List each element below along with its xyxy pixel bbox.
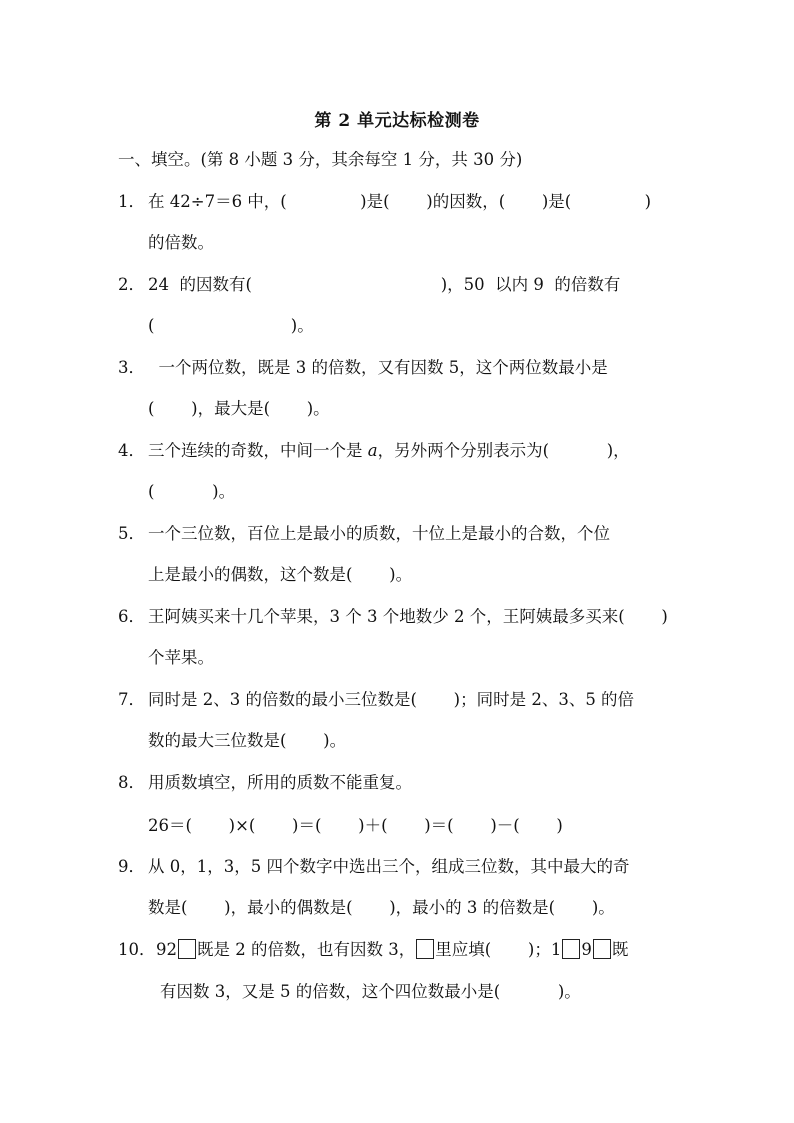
question-5 (118, 522, 610, 546)
question-text: 三个连续的奇数，中间一个是 (148, 441, 368, 460)
question-3-continued: ( )，最大是( )。 (148, 399, 330, 418)
question-text: 王阿姨买来十几个苹果，3 个 3 个地数少 2 个，王阿姨最多买来( ) (148, 607, 668, 626)
question-number: 10． (118, 940, 156, 959)
question-5-continued: 上是最小的偶数，这个数是( )。 (148, 565, 413, 584)
question-text: 既 (611, 940, 629, 959)
question-text: 在 42÷7＝6 中，( )是( )的因数，( )是( ) (148, 192, 652, 211)
question-text: 9 (581, 940, 592, 959)
question-text: 24 的因数有( )，50 以内 9 的倍数有 (148, 275, 621, 294)
question-8 (118, 771, 412, 795)
question-2 (118, 273, 620, 297)
question-number: 5． (118, 524, 145, 543)
question-2-continued: ( )。 (148, 316, 314, 335)
question-number: 9． (118, 857, 145, 876)
question-number: 3． (118, 358, 145, 377)
question-10 (118, 938, 628, 962)
question-1-continued: 的倍数。 (148, 233, 214, 252)
question-number: 4． (118, 441, 145, 460)
question-number: 1． (118, 192, 145, 211)
question-text: 一个三位数，百位上是最小的质数，十位上是最小的合数，个位 (148, 524, 610, 543)
question-text: 92 (156, 940, 177, 959)
question-number: 6． (118, 607, 145, 626)
question-3 (118, 356, 608, 380)
question-7 (118, 688, 634, 712)
question-4-continued: ( )。 (148, 482, 236, 501)
question-6-continued: 个苹果。 (148, 648, 214, 667)
question-number: 7． (118, 690, 145, 709)
question-number: 8． (118, 773, 145, 792)
answer-box[interactable] (178, 939, 196, 959)
question-9-continued: 数是( )，最小的偶数是( )，最小的 3 的倍数是( )。 (148, 898, 615, 917)
question-text: 里应填( )；1 (435, 940, 562, 959)
answer-box[interactable] (593, 939, 611, 959)
question-text: ，另外两个分别表示为( )， (377, 441, 630, 460)
question-number: 2． (118, 275, 145, 294)
page-title: 第 2 单元达标检测卷 (314, 111, 480, 131)
question-text: 同时是 2、3 的倍数的最小三位数是( )；同时是 2、3、5 的倍 (148, 690, 635, 709)
section-heading: 一、填空。(第 8 小题 3 分，其余每空 1 分，共 30 分) (118, 150, 523, 169)
variable-a: a (367, 441, 378, 460)
question-8-equation: 26＝( )×( )＝( )＋( )＝( )－( ) (148, 816, 563, 835)
question-text: 一个两位数，既是 3 的倍数，又有因数 5，这个两位数最小是 (148, 358, 608, 377)
question-4 (118, 439, 630, 463)
question-9 (118, 855, 629, 879)
question-10-continued: 有因数 3，又是 5 的倍数，这个四位数最小是( )。 (160, 982, 581, 1001)
question-6 (118, 605, 668, 629)
question-text: 既是 2 的倍数，也有因数 3， (197, 940, 416, 959)
question-text: 用质数填空，所用的质数不能重复。 (148, 773, 412, 792)
answer-box[interactable] (562, 939, 580, 959)
question-7-continued: 数的最大三位数是( )。 (148, 731, 347, 750)
question-text: 从 0，1，3，5 四个数字中选出三个，组成三位数，其中最大的奇 (148, 857, 630, 876)
question-1 (118, 190, 651, 214)
answer-box[interactable] (416, 939, 434, 959)
